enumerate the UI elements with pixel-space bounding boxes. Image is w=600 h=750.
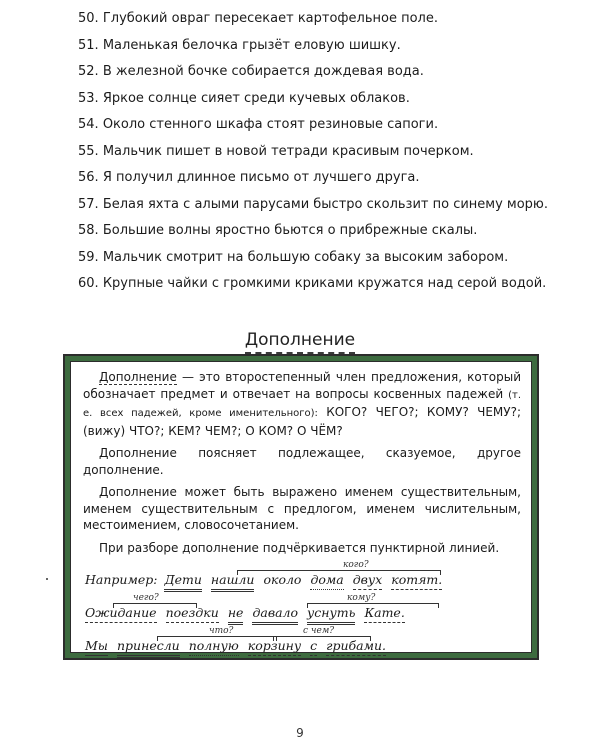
example-word: принесли [117, 638, 180, 658]
rule-term: Дополнение [99, 370, 177, 384]
example-word: давало [252, 605, 298, 625]
question-label: с чем? [303, 626, 335, 636]
example-line-3 [85, 626, 521, 671]
question-label: что? [209, 626, 234, 636]
sentence-60: 60. Крупные чайки с громкими криками кружатся над серой водой. [78, 276, 547, 291]
rule-expressed: Дополнение может быть выражено именем существительным, именем существительным с предлогом, именем числительным, местоимением, словосочетанием. [83, 485, 521, 532]
examples-block [83, 560, 521, 671]
question-label: чего? [133, 593, 159, 603]
example-word: нашли [211, 572, 255, 592]
question-label: кому? [347, 593, 376, 603]
example-word: не [228, 605, 244, 625]
example-word: Дети [164, 572, 201, 592]
sentence-52: 52. В железной бочке собирается дождевая вода. [78, 64, 424, 79]
rule-frame [63, 354, 539, 660]
rule-box [70, 361, 532, 653]
section-title-text: Дополнение [245, 330, 355, 354]
example-word: котят. [391, 572, 442, 590]
sentence-54: 54. Около стенного шкафа стоят резиновые сапоги. [78, 117, 439, 132]
question-arrow [157, 636, 277, 641]
sentence-56: 56. Я получил длинное письмо от лучшего друга. [78, 170, 420, 185]
sentence-50: 50. Глубокий овраг пересекает картофельное поле. [78, 11, 438, 26]
exercise-sentence-list [78, 10, 548, 302]
question-arrow [273, 636, 371, 641]
example-word: Ожидание [85, 605, 157, 623]
example-word: грибами. [326, 638, 386, 656]
example-word: полную [189, 638, 239, 656]
example-word: Мы [85, 638, 108, 656]
question-arrow [237, 570, 441, 575]
section-title [0, 330, 600, 354]
sentence-55: 55. Мальчик пишет в новой тетради красивым почерком. [78, 143, 474, 159]
scan-artifact [46, 578, 48, 580]
example-word: Кате. [364, 605, 404, 623]
rule-parsing: При разборе дополнение подчёркивается пунктирной линией. [99, 540, 500, 555]
example-word: двух [353, 572, 383, 590]
example-word: с [310, 638, 317, 656]
question-arrow [307, 603, 439, 608]
rule-explains: Дополнение поясняет подлежащее, сказуемое, другое дополнение. [83, 446, 521, 477]
rule-definition: Дополнение — это второстепенный член предложения, который обозначает предмет и отвечает на вопросы косвенных падежей (т. е. всех падежей, кроме именительного): КОГО? ЧЕГО?; КОМУ? ЧЕМУ?; (вижу) ЧТО?; КЕМ? ЧЕМ?; О КОМ? О ЧЁМ? [83, 370, 521, 438]
sentence-59: 59. Мальчик смотрит на большую собаку за высоким забором. [78, 249, 509, 265]
example-word: около [263, 572, 302, 587]
example-word: дома [310, 572, 343, 590]
page-number: 9 [296, 726, 304, 740]
example-label: Например: [85, 572, 158, 587]
example-word: уснуть [307, 605, 355, 625]
question-arrow [113, 603, 197, 608]
example-word: корзину [248, 638, 301, 656]
sentence-57: 57. Белая яхта с алыми парусами быстро скользит по синему морю. [78, 196, 549, 212]
sentence-51: 51. Маленькая белочка грызёт еловую шишку. [78, 37, 401, 53]
sentence-58: 58. Большие волны яростно бьются о прибрежные скалы. [78, 223, 478, 238]
question-label: кого? [343, 560, 369, 570]
example-word: поездки [166, 605, 219, 623]
sentence-53: 53. Яркое солнце сияет среди кучевых облаков. [78, 90, 410, 106]
